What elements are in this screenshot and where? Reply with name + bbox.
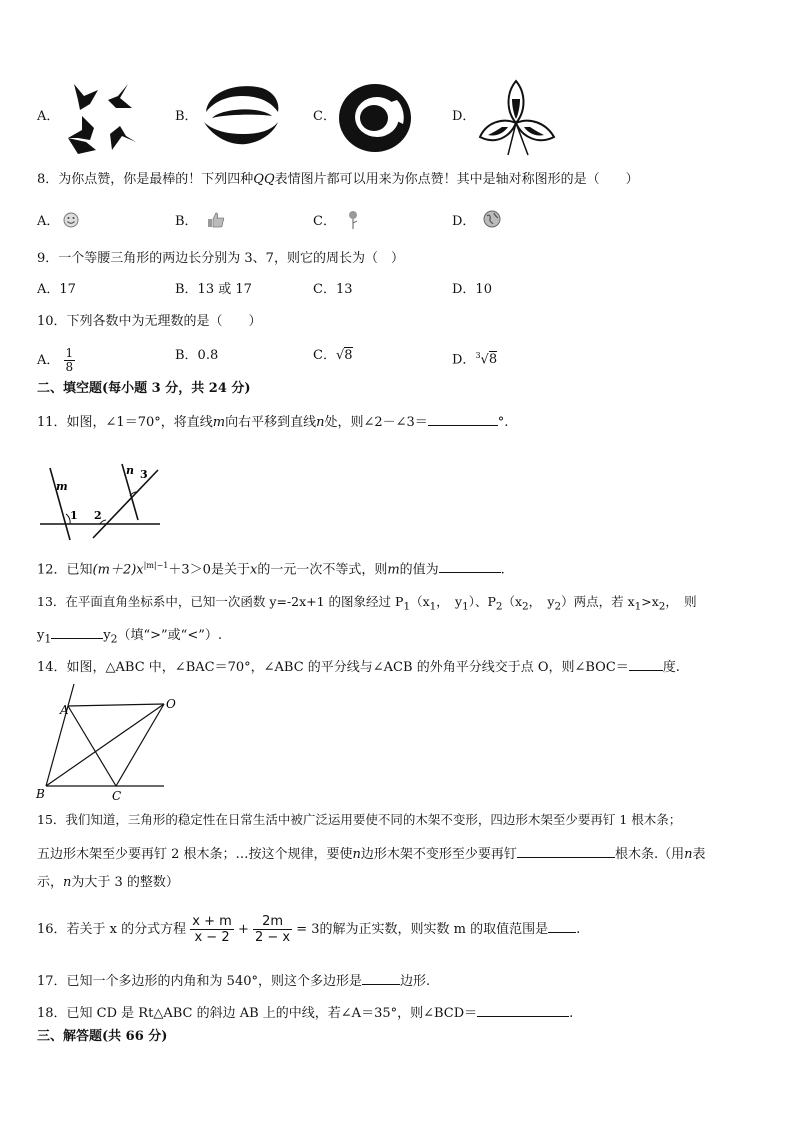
q15-line2: 五边形木架至少要再钉 2 根木条；…按这个规律，要使n边形木架不变形至少要再钉 根木条.（用n表 [37, 843, 705, 864]
split-ring-icon [200, 82, 282, 152]
fig11-label-m: m [56, 480, 68, 493]
q13-line1: 13．在平面直角坐标系中，已知一次函数 y=-2x+1 的图象经过 $P_1(x_1$， $y_1$）、$P_2(x_2$， $y_2$）两点，若 $x_1>x_2$， 则 [37, 594, 697, 613]
section-3-heading: 三、解答题(共 66 分) [37, 1029, 168, 1044]
q18-stem: 18．已知 CD 是 Rt△ABC 的斜边 AB 上的中线，若∠A＝35°，则∠BCD＝ . [37, 1002, 573, 1023]
q15-answer-blank [517, 843, 615, 858]
fig11-label-1: 1 [70, 509, 78, 522]
q15-line1: 15．我们知道，三角形的稳定性在日常生活中被广泛运用要使不同的木架不变形，四边形木架至少要再钉 1 根木条； [37, 812, 682, 827]
section-2-heading: 二、填空题(每小题 3 分，共 24 分) [37, 381, 251, 396]
fig14-label-o: O [166, 697, 176, 711]
q17-answer-blank [362, 970, 400, 985]
q7-option-a: A． [37, 109, 60, 124]
q11-answer-blank [428, 411, 498, 426]
fig14-label-b: B [36, 787, 45, 801]
q16-answer-blank [548, 918, 576, 933]
q7-option-c: C． [313, 109, 336, 124]
q13-line2: $y_1$ $y_2$（填“>”或“<”）. [37, 624, 222, 649]
q9-option-a: A．17 [37, 282, 76, 297]
q17-stem: 17．已知一个多边形的内角和为 540°，则这个多边形是 边形. [37, 970, 430, 991]
q18-answer-blank [477, 1002, 569, 1017]
q9-option-c: C．13 [313, 282, 353, 297]
q13-answer-blank [51, 624, 103, 639]
trefoil-icon [478, 75, 556, 157]
q10-option-a: A． $\frac{1}{8}$ [37, 346, 74, 374]
q8-option-c: C． [313, 214, 336, 229]
q10-option-c: C．√8 [313, 348, 353, 363]
q8-stem: 8．为你点赞，你是最棒的！下列四种QQ表情图片都可以用来为你点赞！其中是轴对称图形的是（ ） [37, 172, 639, 187]
q8-option-a: A． [37, 214, 60, 229]
q7-option-b: B． [175, 109, 198, 124]
q12-stem: 12．已知$(m+2)x^{|m|-1}+3>0$是关于x的一元一次不等式，则m的值为 . [37, 557, 505, 579]
q8-option-d: D． [452, 214, 476, 229]
spiral-ring-icon [337, 80, 413, 154]
q9-option-b: B．13 或 17 [175, 282, 252, 297]
four-star-icon [62, 80, 140, 158]
q10-option-d: D．$^3$√8 [452, 351, 498, 368]
smiley-icon [63, 212, 79, 228]
q7-option-d: D． [452, 109, 476, 124]
q9-stem: 9．一个等腰三角形的两边长分别为 3、7，则它的周长为（ ） [37, 251, 404, 266]
q14-figure [36, 682, 186, 804]
q11-figure [38, 462, 163, 542]
q10-stem: 10．下列各数中为无理数的是（ ） [37, 314, 262, 329]
q11-stem: 11．如图，∠1＝70°，将直线m向右平移到直线n处，则∠2－∠3＝ °. [37, 411, 508, 432]
rose-icon [347, 210, 359, 230]
fig11-label-n: n [126, 464, 134, 477]
q15-line3: 示，n为大于 3 的整数） [37, 875, 179, 890]
globe-icon [483, 210, 501, 228]
thumbs-up-icon [207, 212, 225, 228]
q12-answer-blank [439, 558, 501, 573]
q9-option-d: D．10 [452, 282, 492, 297]
q10-option-b: B．0.8 [175, 348, 219, 363]
fig11-label-3: 3 [140, 468, 148, 481]
q16-stem: 16．若关于 x 的分式方程 $\frac{x + m}{x - 2}$ + $\frac{2m}{2 - x}$ = 3的解为正实数，则实数 m 的取值范围是 . [37, 914, 581, 945]
fig14-label-c: C [112, 789, 122, 803]
q14-stem: 14．如图，△ABC 中，∠BAC＝70°，∠ABC 的平分线与∠ACB 的外角平分线交于点 O，则∠BOC＝ 度. [37, 656, 680, 677]
fig14-label-a: A [60, 703, 69, 717]
q8-option-b: B． [175, 214, 198, 229]
q14-answer-blank [629, 656, 663, 671]
fig11-label-2: 2 [94, 509, 102, 522]
